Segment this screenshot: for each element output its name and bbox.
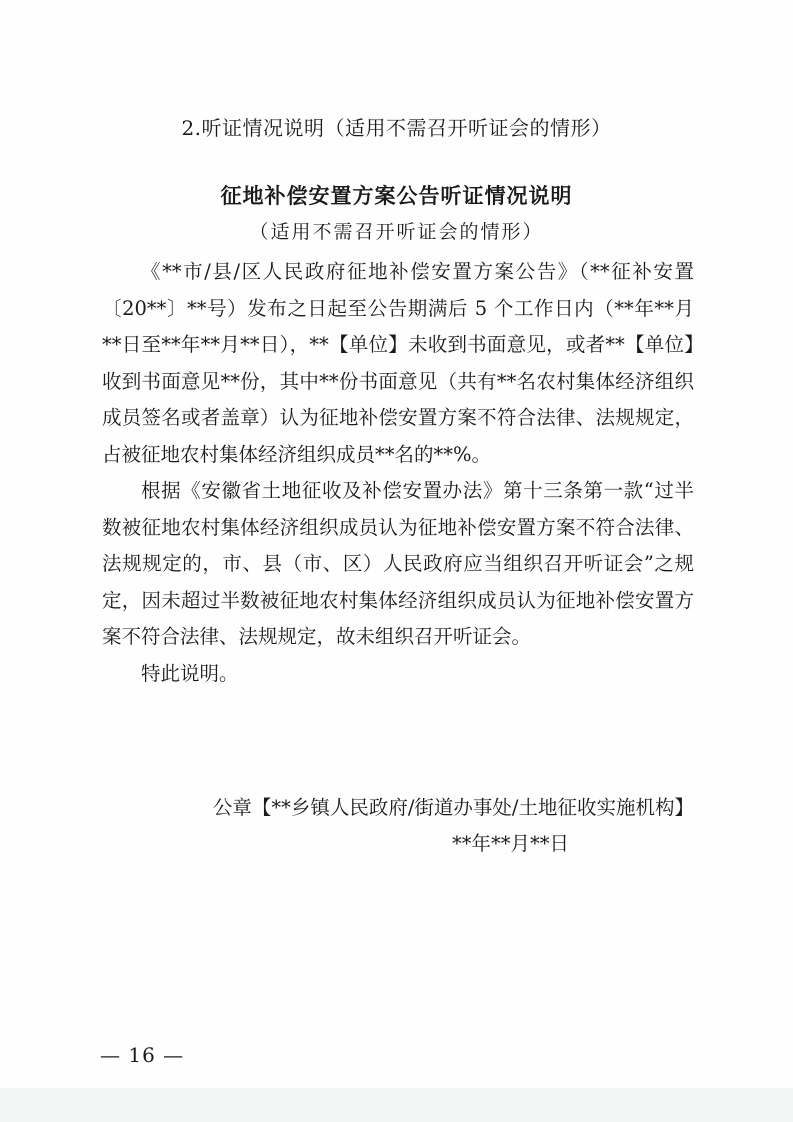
signature-date: **年**月**日: [452, 832, 570, 855]
section-heading: 2.听证情况说明（适用不需召开听证会的情形）: [181, 116, 612, 140]
paragraph-legal-basis: 根据《安徽省土地征收及补偿安置办法》第十三条第一款“过半数被征地农村集体经济组织成员认为征地补偿安置方案不符合法律、法规规定的，市、县（市、区）人民政府应当组织召开听证会”之规定，因未超过半数被征地农村集体经济组织成员认为征地补偿安置方案不符合法律、法规规定，故未组织召开听证会。: [102, 479, 694, 648]
paragraph-closing: 特此说明。: [141, 661, 239, 685]
official-seal-line: 公章【**乡镇人民政府/街道办事处/土地征收实施机构】: [212, 796, 694, 819]
document-title: 征地补偿安置方案公告听证情况说明: [220, 184, 573, 208]
document-subtitle: （适用不需召开听证会的情形）: [249, 221, 544, 243]
scan-edge-band: [0, 1088, 793, 1122]
document-body: [102, 254, 694, 692]
page-number: — 16 —: [100, 1043, 185, 1067]
paragraph-announcement: 《**市/县/区人民政府征地补偿安置方案公告》（**征补安置〔20**〕**号）发布之日起至公告期满后 5 个工作日内（**年**月**日至**年**月**日），**【单位】未收到书面意见，或者**【单位】收到书面意见**份，其中**份书面意见（共有**名农村集体经济组织成员签名或者盖章）认为征地补偿安置方案不符合法律、法规规定，占被征地农村集体经济组织成员**名的**%。: [102, 260, 694, 466]
